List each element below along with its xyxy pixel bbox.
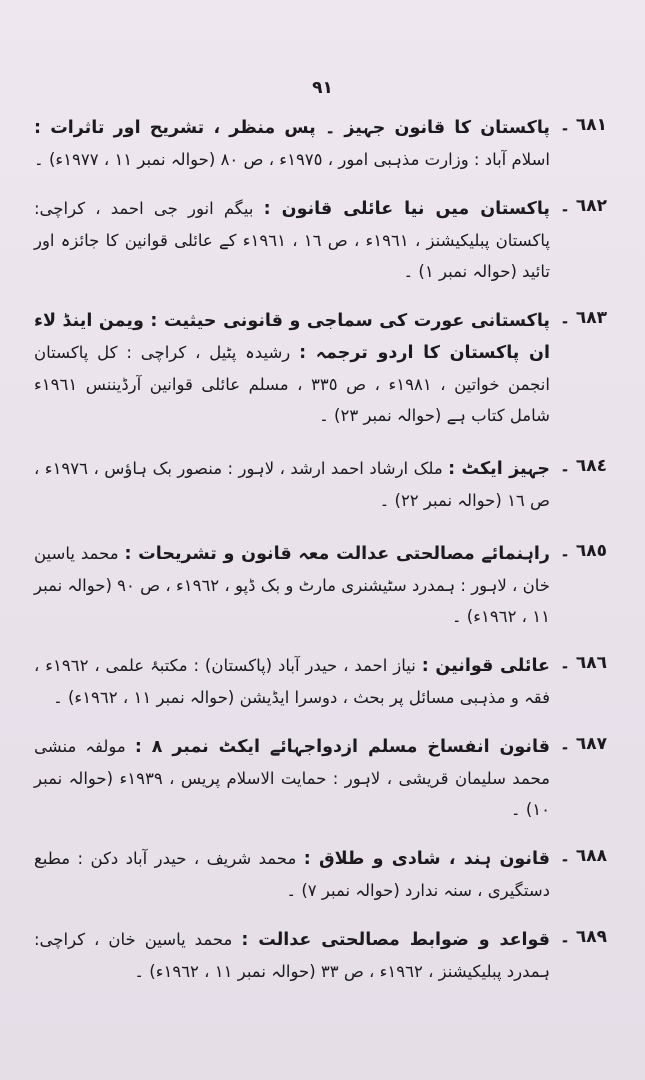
bibliography-entry — [34, 538, 616, 632]
entry-number: ٦٨٢ ۔ — [560, 196, 608, 216]
entry-text — [34, 731, 550, 825]
bibliography-entry — [34, 924, 616, 987]
entry-title: عائلی قوانین : — [421, 656, 550, 676]
bibliography-entry — [34, 193, 616, 287]
entry-body: ملک ارشاد احمد ارشد ، لاہور : منصور بک ہاؤس ، ١٩٧٦ء ، ص ١٦ (حوالہ نمبر ٢٢) ۔ — [34, 459, 550, 510]
entry-title: پاکستان میں نیا عائلی قانون : — [263, 199, 550, 219]
entry-text — [34, 112, 550, 175]
entry-text — [34, 305, 550, 431]
entry-text — [34, 538, 550, 632]
entry-title: پاکستان کا قانون جہیز ۔ پس منظر ، تشریح اور تاثرات : — [34, 118, 550, 138]
entry-number: ٦٨٧ ۔ — [560, 734, 608, 754]
entry-body: رشیدہ پٹیل ، کراچی : کل پاکستان انجمن خواتین ، ١٩٨١ء ، ص ٣٣٥ ، مسلم عائلی قوانین آرڈیننس ١٩٦١ء شامل کتاب ہے (حوالہ نمبر ٢٣) ۔ — [34, 343, 550, 425]
bibliography-list — [34, 112, 616, 1005]
entry-body: محمد یاسین خان ، کراچی: ہمدرد پبلیکیشنز ، ١٩٦٢ء ، ص ٣٣ (حوالہ نمبر ١١ ، ١٩٦٢ء) ۔ — [34, 930, 550, 981]
entry-title: قواعد و ضوابط مصالحتی عدالت : — [241, 930, 550, 950]
bibliography-entry — [34, 453, 616, 516]
entry-body: مولفہ منشی محمد سلیمان قریشی ، لاہور : حمایت الاسلام پریس ، ١٩٣٩ء (حوالہ نمبر ١٠) ۔ — [34, 737, 550, 819]
entry-text — [34, 193, 550, 287]
entry-number: ٦٨٥ ۔ — [560, 541, 608, 561]
entry-title: راہنمائے مصالحتی عدالت معہ قانون و تشریحات : — [124, 544, 550, 564]
entry-text — [34, 924, 550, 987]
bibliography-entry — [34, 305, 616, 431]
entry-title: قانون انفساخ مسلم ازدواجہائے ایکٹ نمبر ٨ : — [134, 737, 551, 757]
entry-body: نیاز احمد ، حیدر آباد (پاکستان) : مکتبۂ علمی ، ١٩٦٢ء ، فقہ و مذہبی مسائل پر بحث ، دوسرا ایڈیشن (حوالہ نمبر ١١ ، ١٩٦٢ء) ۔ — [34, 656, 550, 707]
bibliography-entry — [34, 843, 616, 906]
entry-title: قانون ہند ، شادی و طلاق : — [303, 849, 551, 869]
entry-title: جہیز ایکٹ : — [448, 459, 550, 479]
entry-number: ٦٨٣ ۔ — [560, 308, 608, 328]
entry-text — [34, 453, 550, 516]
entry-number: ٦٨٩ ۔ — [560, 927, 608, 947]
entry-number: ٦٨٨ ۔ — [560, 846, 608, 866]
entry-title: پاکستانی عورت کی سماجی و قانونی حیثیت : ویمن اینڈ لاء ان پاکستان کا اردو ترجمہ : — [34, 311, 550, 363]
entry-number: ٦٨١ ۔ — [560, 115, 608, 135]
entry-number: ٦٨٦ ۔ — [560, 653, 608, 673]
entry-body: محمد یاسین خان ، لاہور : ہمدرد سٹیشنری مارٹ و بک ڈپو ، ١٩٦٢ء ، ص ٩٠ (حوالہ نمبر ١١ ، ١٩٦٢ء) ۔ — [34, 544, 550, 626]
bibliography-entry — [34, 112, 616, 175]
entry-body: اسلام آباد : وزارت مذہبی امور ، ١٩٧٥ء ، ص ٨٠ (حوالہ نمبر ١١ ، ١٩٧٧ء) ۔ — [34, 150, 550, 169]
bibliography-entry — [34, 731, 616, 825]
page-number: ٩١ — [312, 78, 333, 98]
entry-number: ٦٨٤ ۔ — [560, 456, 608, 476]
entry-text — [34, 650, 550, 713]
entry-body: محمد شریف ، حیدر آباد دکن : مطبع دستگیری ، سنہ ندارد (حوالہ نمبر ٧) ۔ — [34, 849, 550, 900]
entry-text — [34, 843, 550, 906]
entry-body: بیگم انور جی احمد ، کراچی: پاکستان پبلیکیشنز ، ١٩٦١ء ، ص ١٦ ، ١٩٦١ء کے عائلی قوانین کا جائزہ اور تائید (حوالہ نمبر ١) ۔ — [34, 199, 550, 281]
bibliography-entry — [34, 650, 616, 713]
